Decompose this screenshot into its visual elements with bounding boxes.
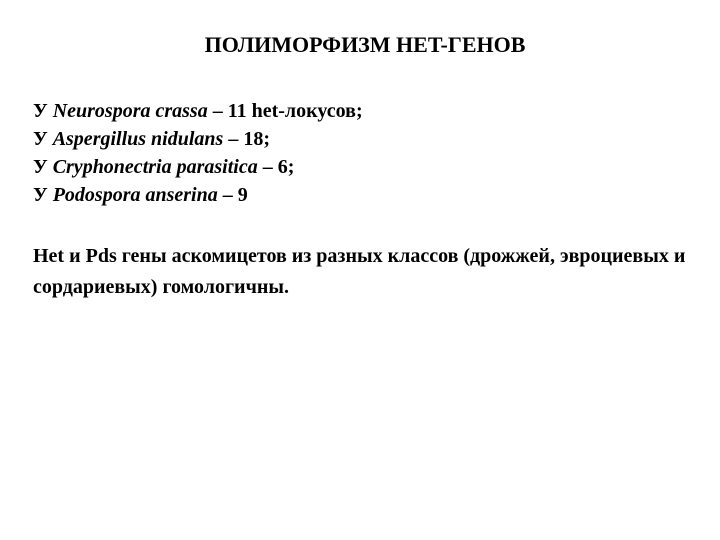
species-name: Cryphonectria parasitica xyxy=(52,156,258,178)
species-prefix: У xyxy=(33,100,48,122)
species-prefix: У xyxy=(33,128,48,150)
species-name: Podospora anserina xyxy=(52,184,218,206)
species-name: Aspergillus nidulans xyxy=(52,128,224,150)
species-prefix: У xyxy=(33,156,48,178)
species-suffix: – 11 het-локусов; xyxy=(212,100,363,122)
homology-paragraph: Het и Pds гены аскомицетов из разных классов (дрожжей, эвроциевых и сордариевых) гомологичны. xyxy=(33,245,686,298)
species-suffix: – 9 xyxy=(222,184,248,206)
species-item-podospora xyxy=(33,181,363,209)
species-suffix: – 6; xyxy=(262,156,295,178)
species-prefix: У xyxy=(33,184,48,206)
species-item-cryphonectria xyxy=(33,153,363,181)
species-suffix: – 18; xyxy=(228,128,270,150)
species-name: Neurospora crassa xyxy=(52,100,208,122)
species-item-neurospora xyxy=(33,97,363,125)
slide-title: ПОЛИМОРФИЗМ HET-ГЕНОВ xyxy=(204,32,526,57)
species-item-aspergillus xyxy=(33,125,363,153)
species-list xyxy=(33,97,363,209)
